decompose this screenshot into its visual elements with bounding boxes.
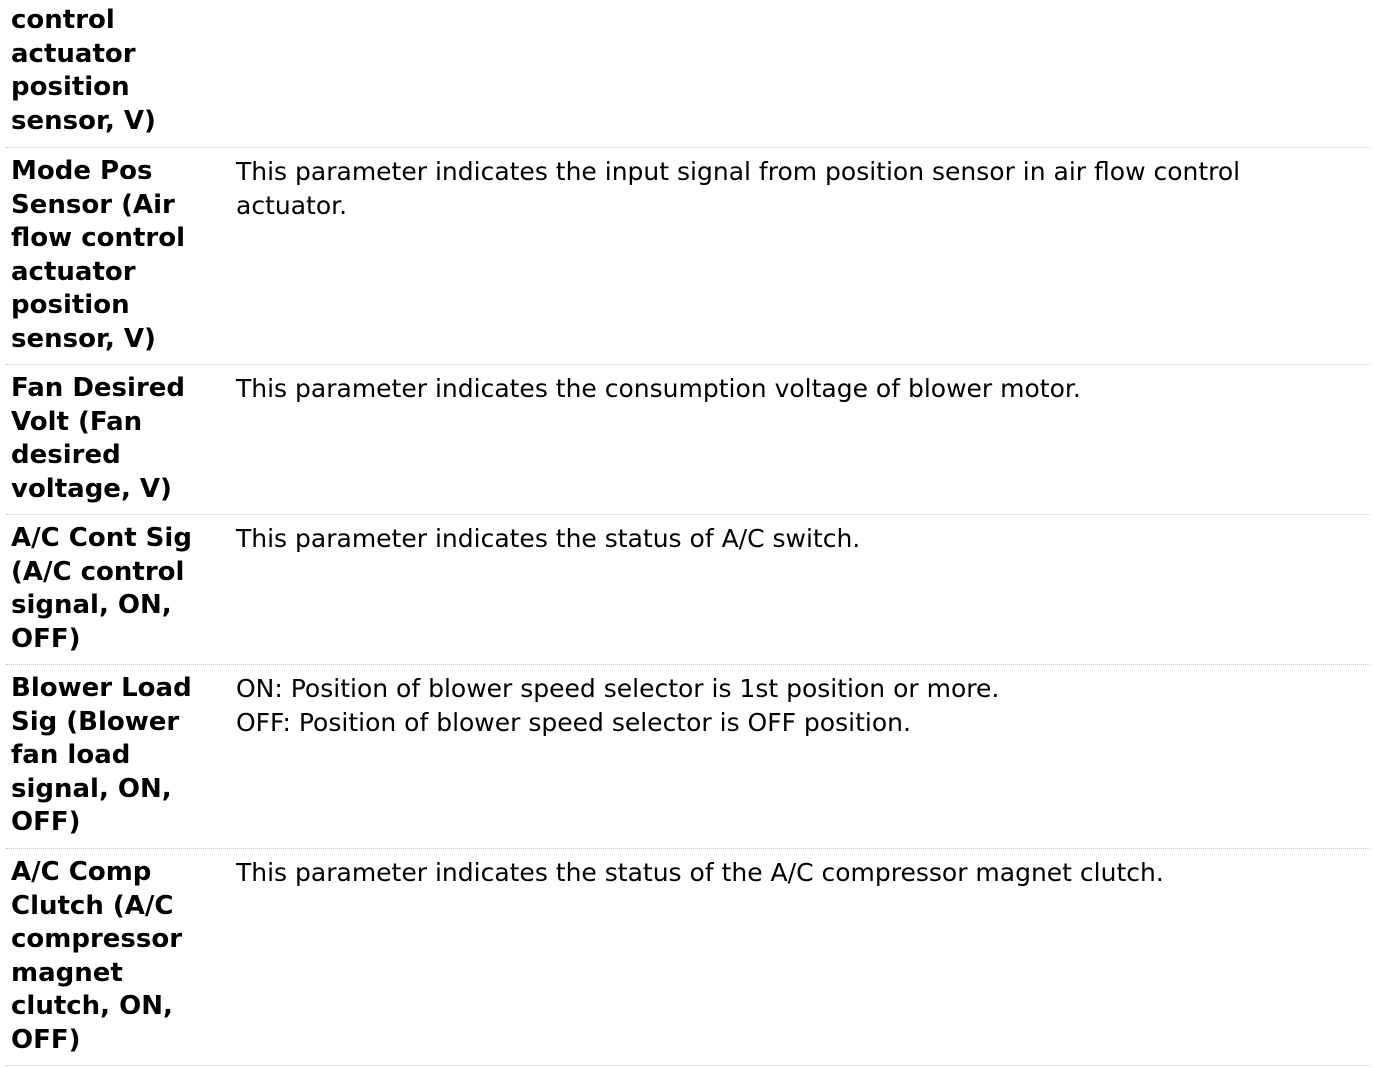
row-divider [6, 514, 1370, 515]
parameter-term: A/C Comp Clutch (A/C compressor magnet clutch, ON, OFF) [11, 857, 183, 1055]
row-divider [6, 1065, 1370, 1066]
parameter-description: This parameter indicates the status of A/C switch. [236, 524, 861, 553]
parameter-description: This parameter indicates the status of the A/C compressor magnet clutch. [236, 858, 1164, 887]
parameter-term: A/C Cont Sig (A/C control signal, ON, OFF) [11, 523, 192, 654]
parameter-description: ON: Position of blower speed selector is 1st position or more. OFF: Position of blower speed selector is OFF position. [236, 674, 1000, 737]
row-divider [6, 664, 1370, 665]
row-divider [6, 147, 1370, 148]
parameter-term: Mode Pos Sensor (Air flow control actuator position sensor, V) [11, 156, 186, 354]
parameter-term: Fan Desired Volt (Fan desired voltage, V) [11, 373, 186, 504]
parameter-description: This parameter indicates the input signal from position sensor in air flow control actuator. [236, 157, 1241, 220]
parameter-description: This parameter indicates the consumption voltage of blower motor. [236, 374, 1081, 403]
parameter-term: control actuator position sensor, V) [11, 5, 156, 136]
row-divider [6, 364, 1370, 365]
parameter-term: Blower Load Sig (Blower fan load signal, ON, OFF) [11, 673, 192, 838]
row-divider [6, 848, 1370, 849]
